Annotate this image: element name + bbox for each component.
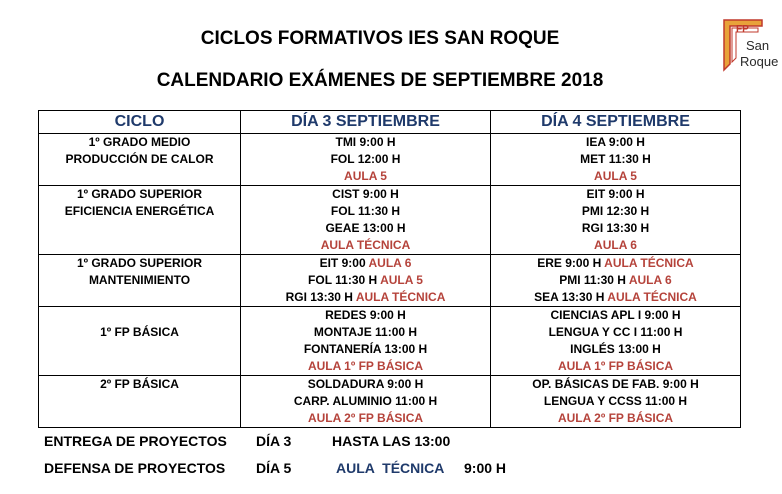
exam-line [241,289,490,306]
ciclo-cell [39,134,241,186]
day3-cell [241,307,491,376]
day4-cell [491,307,741,376]
exam-line [241,255,490,272]
exam-line: INGLÉS 13:00 H [570,342,661,356]
exam-calendar-table [38,110,741,428]
logo-roque-text: Roque [740,54,779,69]
day3-cell [241,134,491,186]
day3-cell [241,255,491,307]
table-header-row [39,111,741,134]
exam-line: CIST 9:00 H [332,187,399,201]
ciclo-line: PRODUCCIÓN DE CALOR [65,152,214,166]
entrega-label: ENTREGA DE PROYECTOS [44,433,227,449]
exam-text: SEA 13:30 H [534,290,608,304]
day3-cell [241,186,491,255]
room-label: AULA 2º FP BÁSICA [557,411,674,425]
exam-line: IEA 9:00 H [586,135,645,149]
exam-text: FOL 11:30 H [308,273,381,287]
exam-line: REDES 9:00 H [325,308,406,322]
ciclo-line: 1º GRADO MEDIO [88,135,191,149]
logo-san-text: San [746,38,770,53]
room-label: AULA TÉCNICA [604,256,694,270]
defensa-room: AULA TÉCNICA [336,460,445,476]
defensa-label: DEFENSA DE PROYECTOS [44,460,226,476]
exam-line: TMI 9:00 H [335,135,396,149]
table-row [39,186,741,255]
exam-line: LENGUA Y CCSS 11:00 H [543,394,688,408]
room-label: AULA 1º FP BÁSICA [557,359,674,373]
day4-cell [491,376,741,428]
fp-san-roque-logo [718,14,780,74]
column-header-ciclo: CICLO [39,111,241,134]
ciclo-cell [39,307,241,376]
exam-line: LENGUA Y CC I 11:00 H [548,325,683,339]
exam-line: CARP. ALUMINIO 11:00 H [293,394,438,408]
exam-line: EIT 9:00 H [586,187,645,201]
exam-line: RGI 13:30 H [581,221,650,235]
exam-line [491,255,740,272]
day4-cell [491,134,741,186]
room-label: AULA 6 [368,256,412,270]
page-title: CICLOS FORMATIVOS IES SAN ROQUE [200,28,560,49]
column-header-day3: DÍA 3 SEPTIEMBRE [241,111,491,134]
ciclo-line: 1º GRADO SUPERIOR [76,256,203,270]
room-label: AULA TÉCNICA [320,238,411,252]
table-row [39,134,741,186]
exam-text: ERE 9:00 H [537,256,605,270]
exam-line [491,272,740,289]
exam-line [241,272,490,289]
room-label: AULA TÉCNICA [355,290,446,304]
ciclo-cell [39,376,241,428]
day3-cell [241,376,491,428]
exam-text: PMI 11:30 H [559,273,629,287]
exam-line: MONTAJE 11:00 H [313,325,418,339]
logo-fp-text: FP [736,24,749,35]
column-header-day4: DÍA 4 SEPTIEMBRE [491,111,741,134]
room-label: AULA 5 [594,169,637,183]
entrega-day: DÍA 3 [256,433,292,449]
exam-line: PMI 12:30 H [581,204,650,218]
exam-line: SOLDADURA 9:00 H [307,377,424,391]
room-label: AULA 5 [380,273,423,287]
table-row [39,255,741,307]
day4-cell [491,186,741,255]
room-label: AULA 1º FP BÁSICA [307,359,424,373]
room-label: AULA 6 [628,273,672,287]
room-label: AULA TÉCNICA [607,290,697,304]
page-subtitle: CALENDARIO EXÁMENES DE SEPTIEMBRE 2018 [156,70,604,91]
ciclo-cell [39,255,241,307]
day4-cell [491,255,741,307]
exam-text: EIT 9:00 [319,256,369,270]
room-label: AULA 2º FP BÁSICA [307,411,424,425]
room-label: AULA 6 [594,238,637,252]
exam-line: CIENCIAS APL I 9:00 H [550,308,681,322]
defensa-day: DÍA 5 [256,460,292,476]
ciclo-cell [39,186,241,255]
table-row [39,376,741,428]
exam-line: GEAE 13:00 H [325,221,406,235]
exam-line: FOL 12:00 H [330,152,401,166]
ciclo-line: 1º GRADO SUPERIOR [76,187,203,201]
ciclo-line: EFICIENCIA ENERGÉTICA [64,204,215,218]
exam-text: RGI 13:30 H [285,290,356,304]
entrega-info: HASTA LAS 13:00 [332,433,451,449]
ciclo-line: MANTENIMIENTO [88,273,191,287]
exam-line: FOL 11:30 H [330,204,401,218]
defensa-time: 9:00 H [464,460,507,476]
ciclo-line: 1º FP BÁSICA [100,325,179,339]
exam-line: FONTANERÍA 13:00 H [303,342,428,356]
room-label: AULA 5 [344,169,387,183]
exam-line: MET 11:30 H [580,152,651,166]
exam-line: OP. BÁSICAS DE FAB. 9:00 H [532,377,699,391]
exam-line [491,289,740,306]
table-row [39,307,741,376]
ciclo-line: 2º FP BÁSICA [100,377,179,391]
